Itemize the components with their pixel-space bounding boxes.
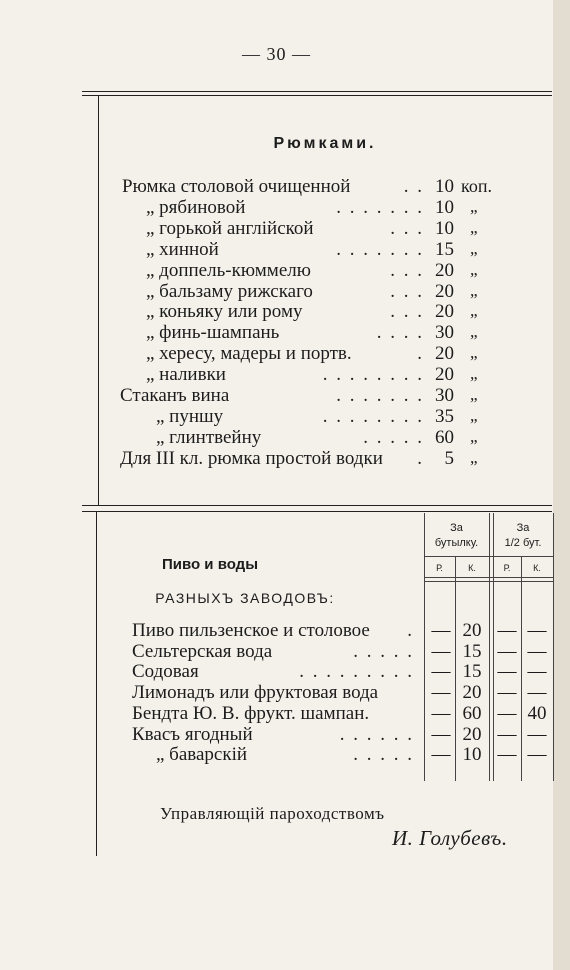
price-unit: „ [470, 196, 478, 216]
table-row [0, 661, 553, 683]
price-cell-r: — [431, 620, 451, 641]
price-cell-k: 20 [462, 723, 482, 745]
item-price: 20 [435, 364, 454, 386]
price-unit: „ [470, 405, 478, 425]
list-item [0, 448, 553, 470]
item-price: 5 [444, 447, 454, 469]
middle-rule [82, 505, 552, 506]
price-cell-r2: — [497, 702, 517, 724]
table-row [0, 641, 553, 663]
price-cell-k: 15 [462, 661, 482, 683]
item-price: 20 [435, 343, 454, 365]
price-cell-k2: — [527, 744, 547, 766]
item-price: 30 [435, 385, 454, 406]
item-name: „ доппель-кюммелю [146, 259, 311, 281]
price-cell-r: — [431, 723, 451, 745]
price-cell-r: — [431, 661, 451, 683]
item-price: 20 [435, 280, 454, 302]
table-row [0, 682, 553, 704]
item-price: 20 [435, 301, 454, 323]
price-unit: „ [470, 426, 478, 446]
price-cell-r2: — [497, 682, 517, 704]
signature-name: И. Голубевъ. [392, 826, 508, 850]
item-name: „ финь-шампань [146, 322, 280, 344]
item-price: 10 [435, 176, 454, 197]
dot-leader: . . . . . [353, 640, 414, 662]
price-cell-r2: — [497, 640, 517, 662]
dot-leader: . . . . . . . . [322, 405, 424, 427]
list-item [0, 301, 553, 323]
item-price: 10 [435, 196, 454, 218]
header-rule-2 [424, 577, 554, 578]
item-price: 35 [435, 405, 454, 427]
item-name: Стаканъ вина [120, 385, 230, 406]
item-name: „ горькой англійской [146, 217, 314, 239]
item-name: „ хинной [146, 238, 219, 260]
price-cell-k2: — [527, 640, 547, 662]
list-item [0, 197, 553, 219]
price-unit: „ [470, 301, 478, 321]
page-number: — 30 — [242, 44, 311, 64]
item-price: 60 [435, 426, 454, 448]
section-subtitle: РАЗНЫХЪ ЗАВОДОВЪ: [155, 590, 335, 606]
item-name: Квасъ ягодный [132, 723, 253, 745]
item-name: „ баварскій [156, 744, 248, 766]
unit-rub-half: Р. [503, 563, 511, 573]
list-item [0, 427, 553, 449]
item-name: Сельтерская вода [132, 640, 273, 662]
price-unit: „ [470, 259, 478, 279]
item-price: 15 [435, 238, 454, 260]
col-divider-right [553, 513, 554, 781]
col-half-heading-line1: За [516, 522, 530, 534]
item-name: „ бальзаму рижскаго [146, 280, 313, 302]
list-item [0, 239, 553, 261]
dot-leader: . . . . . . . [336, 196, 424, 218]
item-price: 30 [435, 322, 454, 344]
price-unit: коп. [461, 176, 492, 196]
list-item [0, 364, 553, 386]
dot-leader: . . . . . . . . [322, 364, 424, 386]
dot-leader: . . . . [376, 322, 424, 344]
section-title-beer-and-waters: Пиво и воды [161, 556, 259, 573]
item-name: „ наливки [146, 364, 226, 386]
item-name: Лимонадъ или фруктовая вода [132, 682, 379, 704]
price-cell-k2: — [527, 661, 547, 683]
table-row [0, 744, 553, 766]
dot-leader: . . . [390, 259, 424, 281]
price-unit: „ [470, 447, 478, 467]
price-cell-k2: 40 [527, 702, 547, 724]
price-cell-k: 20 [462, 620, 482, 641]
price-unit: „ [470, 364, 478, 384]
price-cell-k: 10 [462, 744, 482, 766]
item-name: Для III кл. рюмка простой водки [120, 447, 383, 469]
price-cell-k2: — [527, 682, 547, 704]
item-name: Содовая [132, 661, 199, 683]
item-price: 10 [435, 217, 454, 239]
dot-leader: . [417, 447, 424, 469]
item-price: 20 [435, 259, 454, 281]
price-cell-r: — [431, 702, 451, 724]
dot-leader: . . . . . . . [336, 238, 424, 260]
col-bottle-heading-line1: За [450, 522, 463, 534]
price-cell-r: — [431, 682, 451, 704]
list-item [0, 343, 553, 365]
unit-rub-bottle: Р. [436, 563, 443, 573]
list-item [0, 385, 553, 407]
dot-leader: . . . [390, 301, 424, 323]
price-cell-r2: — [497, 620, 517, 641]
price-unit: „ [470, 322, 478, 342]
col-half-heading [493, 521, 553, 551]
dot-leader: . [417, 343, 424, 365]
item-name: „ глинтвейну [156, 426, 262, 448]
dot-leader: . . . . . [353, 744, 414, 766]
signature-title: Управляющій пароходствомъ [160, 804, 385, 823]
price-unit: „ [470, 217, 478, 237]
col-half-heading-line2: 1/2 бут. [504, 537, 542, 549]
item-name: Бендта Ю. В. фрукт. шампан. [132, 702, 370, 724]
price-unit: „ [470, 385, 478, 404]
list-item [0, 322, 553, 344]
price-cell-r2: — [497, 661, 517, 683]
item-name: Пиво пильзенское и столовое [132, 620, 370, 641]
dot-leader: . . . . . . . . . [299, 661, 414, 683]
dot-leader: . . . . . . [339, 723, 414, 745]
item-name: „ пуншу [156, 405, 224, 427]
col-bottle-heading [424, 521, 489, 551]
dot-leader: . . . . . [363, 426, 424, 448]
dot-leader: . . [403, 176, 424, 197]
price-cell-r: — [431, 744, 451, 766]
price-unit: „ [470, 238, 478, 258]
middle-rule-inner [82, 511, 552, 512]
item-name: „ коньяку или рому [146, 301, 303, 323]
list-item [0, 260, 553, 282]
col-bottle-heading-line2: бутылку. [434, 537, 479, 549]
price-cell-k2: — [527, 723, 547, 745]
table-row [0, 724, 553, 746]
price-cell-k2: — [527, 620, 547, 641]
price-cell-r2: — [497, 723, 517, 745]
price-cell-k: 60 [462, 702, 482, 724]
unit-kop-half: К. [533, 563, 541, 573]
price-cell-r: — [431, 640, 451, 662]
unit-kop-bottle: К. [468, 563, 476, 573]
top-rule [82, 91, 552, 92]
dot-leader: . . . [390, 217, 424, 239]
header-rule-3 [424, 581, 554, 582]
list-item [0, 218, 553, 240]
table-row [0, 703, 553, 725]
top-rule-inner [82, 95, 552, 96]
table-row [0, 620, 553, 642]
price-unit: „ [470, 343, 478, 363]
item-name: „ рябиновой [146, 196, 246, 218]
item-name: „ хересу, мадеры и портв. [146, 343, 352, 365]
list-item [0, 406, 553, 428]
list-item [0, 281, 553, 303]
section-title-ryumkami: Рюмками. [273, 135, 377, 152]
price-cell-k: 20 [462, 682, 482, 704]
price-unit: „ [470, 280, 478, 300]
dot-leader: . . . [390, 280, 424, 302]
list-item [0, 176, 553, 198]
item-name: Рюмка столовой очищенной [122, 176, 351, 197]
header-rule-1 [424, 556, 554, 557]
dot-leader: . . . . . . . [336, 385, 424, 406]
price-cell-r2: — [497, 744, 517, 766]
price-cell-k: 15 [462, 640, 482, 662]
dot-leader: . [407, 620, 414, 641]
